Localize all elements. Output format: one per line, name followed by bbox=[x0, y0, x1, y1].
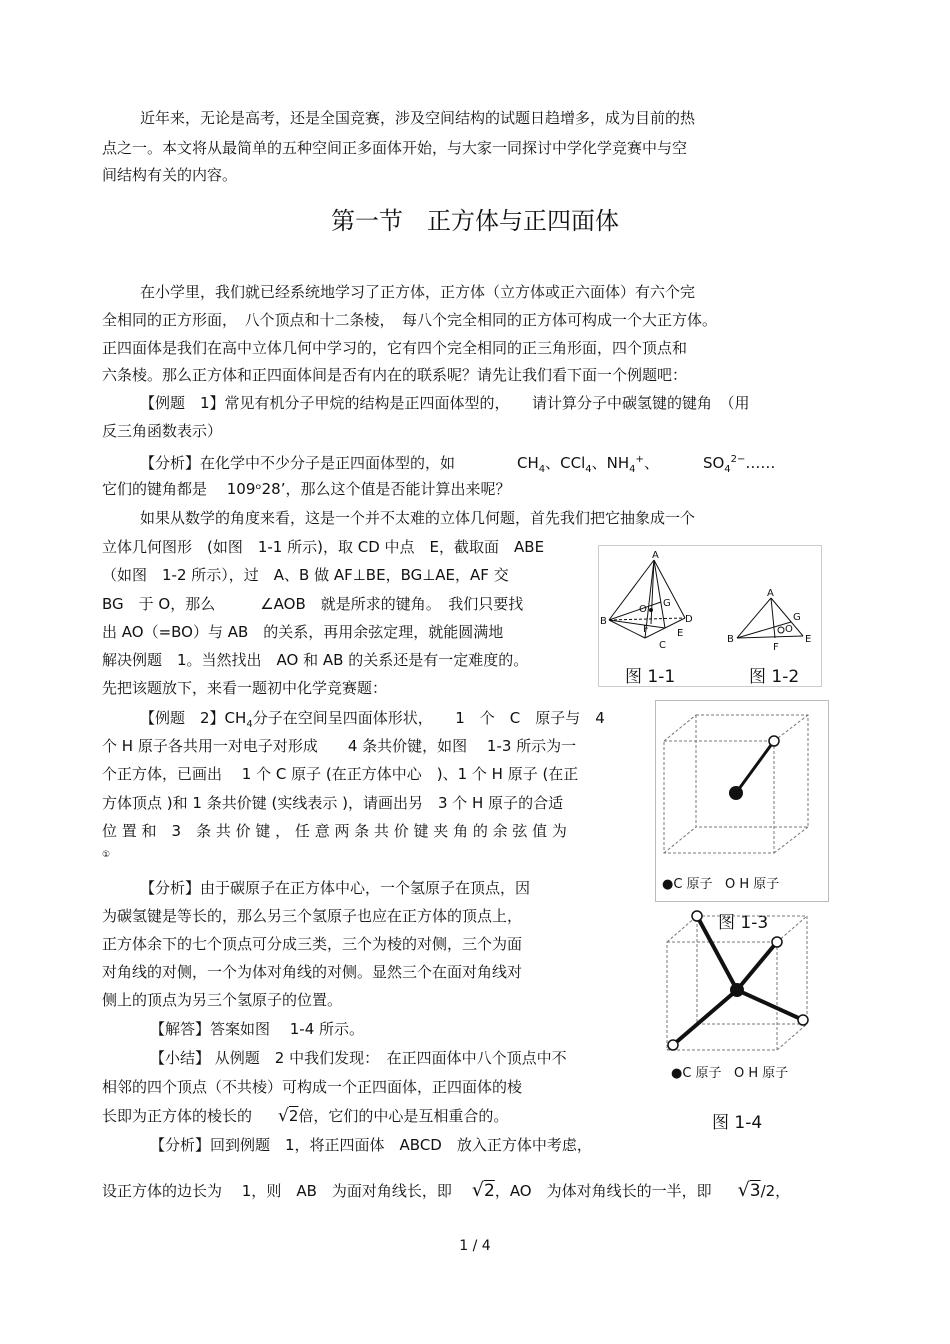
fig12-label-g: G bbox=[793, 612, 801, 623]
fig14-caption: 图 1-4 bbox=[712, 1113, 763, 1133]
analysis1-lead: 【分析】在化学中不少分子是正四面体型的，如 bbox=[140, 454, 456, 472]
para1-line-1: 在小学里，我们就已经系统地学习了正方体，正方体（立方体或正六面体）有六个完 bbox=[140, 283, 696, 301]
fig11-label-e: E bbox=[677, 628, 684, 639]
fig12-label-a: A bbox=[767, 588, 774, 599]
formula-so4: $SO_4^{2-}$ bbox=[702, 454, 746, 475]
page-number: 1 / 4 bbox=[459, 1238, 491, 1254]
fig12-label-e: E bbox=[805, 634, 812, 645]
figure-1-4-drawing bbox=[655, 902, 820, 1062]
ex1-line-1: 【例题 1】常见有机分子甲烷的结构是正四面体型的， 请计算分子中碳氢键的键角 （用 bbox=[140, 394, 750, 412]
para2-line-4: BG 于 O，那么 ∠AOB 就是所求的键角。 我们只要找 bbox=[102, 595, 524, 613]
para2-line-3: （如图 1-2 所示），过 A、B 做 AF⊥BE，BG⊥AE，AF 交 bbox=[102, 566, 509, 584]
figure-1-4 bbox=[655, 902, 820, 1087]
fig12-label-b: B bbox=[727, 634, 734, 645]
para2-line-2: 立体几何图形 (如图 1-1 所示)，取 CD 中点 E，截取面 ABE bbox=[102, 538, 545, 556]
para1-line-4: 六条棱。那么正方体和正四面体间是否有内在的联系呢？请先让我们看下面一个例题吧： bbox=[102, 366, 688, 384]
fig12-caption: 图 1-2 bbox=[749, 667, 800, 687]
figure-1-3-drawing bbox=[656, 701, 828, 871]
intro-line-3: 间结构有关的内容。 bbox=[102, 166, 238, 184]
hydrogen-circle-icon: O bbox=[733, 1066, 745, 1081]
para2-line-5: 出 AO（=BO）与 AB 的关系，再用余弦定理，就能圆满地 bbox=[102, 623, 504, 641]
fig12-label-o: O bbox=[785, 624, 793, 635]
ex1-line-2: 反三角函数表示） bbox=[102, 422, 223, 440]
ex2-line-5: 位 置 和 3 条 共 价 键 ， 任 意 两 条 共 价 键 夹 角 的 余 弦 值 为 bbox=[102, 822, 567, 840]
fig11-label-g: G bbox=[663, 598, 671, 609]
section-title: 第一节 正方体与正四面体 bbox=[331, 207, 619, 235]
fig11-label-o: O bbox=[639, 604, 647, 615]
fig13-legend: ●C 原子 O H 原子 bbox=[662, 877, 780, 892]
sqrt2-icon: √ bbox=[471, 1179, 484, 1201]
fig11-label-d: D bbox=[685, 614, 693, 625]
figure-1-3 bbox=[655, 700, 829, 902]
ex2-line-1: 【例题 2】$CH_4$分子在空间呈四面体形状， 1 个 C 原子与 4 bbox=[140, 709, 605, 730]
ex2-line-2: 个 H 原子各共用一对电子对形成 4 条共价键，如图 1-3 所示为一 bbox=[102, 737, 577, 755]
analysis2-line-5: 侧上的顶点为另三个氢原子的位置。 bbox=[102, 991, 343, 1009]
figure-1-2-drawing bbox=[719, 546, 819, 656]
carbon-dot-icon: ● bbox=[671, 1066, 683, 1081]
summary-line-2: 相邻的四个顶点（不共棱）可构成一个正四面体，正四面体的棱 bbox=[102, 1078, 523, 1096]
fig11-label-b: B bbox=[600, 616, 607, 627]
analysis3-line: 【分析】回到例题 1，将正四面体 ABCD 放入正方体中考虑， bbox=[150, 1136, 592, 1154]
formula-ccl4: 、CCl$_4$ bbox=[545, 454, 592, 475]
analysis2-line-2: 为碳氢键是等长的，那么另三个氢原子也应在正方体的顶点上， bbox=[102, 907, 523, 925]
fig11-caption: 图 1-1 bbox=[625, 667, 676, 687]
fig12-label-f: F bbox=[773, 642, 779, 653]
answer-line: 【解答】答案如图 1-4 所示。 bbox=[150, 1020, 365, 1038]
sqrt3-icon: √ bbox=[737, 1179, 750, 1201]
hydrogen-circle-icon: O bbox=[724, 877, 736, 892]
para1-line-3: 正四面体是我们在高中立体几何中学习的，它有四个完全相同的正三角形面，四个顶点和 bbox=[102, 339, 688, 357]
last-line: 设正方体的边长为 1，则 AB 为面对角线长，即 √2，AO 为体对角线长的一半，即 √3/2， bbox=[102, 1179, 791, 1201]
analysis1-line-1 bbox=[140, 450, 775, 480]
fig13-caption: 图 1-3 bbox=[718, 913, 769, 933]
ex2-footnote-mark: ① bbox=[102, 850, 111, 860]
fig11-label-f: F bbox=[643, 624, 649, 635]
summary-line-1: 【小结】 从例题 2 中我们发现： 在正四面体中八个顶点中不 bbox=[150, 1049, 567, 1067]
para1-line-2: 全相同的正方形面， 八个顶点和十二条棱， 每八个完全相同的正方体可构成一个大正方体。 bbox=[102, 311, 718, 329]
analysis2-line-4: 对角线的对侧，一个为体对角线的对侧。显然三个在面对角线对 bbox=[102, 963, 523, 981]
analysis2-line-3: 正方体余下的七个顶点可分成三类，三个为棱的对侧，三个为面 bbox=[102, 935, 523, 953]
ex2-line-3: 个正方体，已画出 1 个 C 原子 (在正方体中心 )、1 个 H 原子 (在正 bbox=[102, 765, 579, 783]
fig14-legend: ●C 原子 O H 原子 bbox=[671, 1066, 789, 1081]
analysis2-line-1: 【分析】由于碳原子在正方体中心，一个氢原子在顶点，因 bbox=[140, 879, 531, 897]
formula-ch4: $CH_4$ bbox=[517, 454, 546, 475]
para2-line-7: 先把该题放下，来看一题初中化学竞赛题： bbox=[102, 679, 388, 697]
sqrt2-icon: √ bbox=[278, 1106, 289, 1126]
ellipsis: …… bbox=[745, 454, 776, 472]
intro-line-2: 点之一。本文将从最简单的五种空间正多面体开始，与大家一同探讨中学化学竞赛中与空 bbox=[102, 139, 688, 157]
fig11-label-a: A bbox=[652, 550, 659, 561]
para2-line-6: 解决例题 1。当然找出 AO 和 AB 的关系还是有一定难度的。 bbox=[102, 651, 529, 669]
formula-nh4: 、$NH_4^+$ bbox=[591, 454, 644, 475]
intro-line-1: 近年来，无论是高考，还是全国竞赛，涉及空间结构的试题日趋增多，成为目前的热 bbox=[140, 109, 696, 127]
fig11-label-c: C bbox=[659, 640, 666, 651]
summary-line-3: 长即为正方体的棱长的 √2倍，它们的中心是互相重合的。 bbox=[102, 1106, 509, 1126]
para2-line-1: 如果从数学的角度来看，这是一个并不太难的立体几何题，首先我们把它抽象成一个 bbox=[140, 509, 696, 527]
analysis1-line-2: 它们的键角都是 109ᵒ28’，那么这个值是否能计算出来呢？ bbox=[102, 480, 511, 498]
figure-1-1-and-1-2 bbox=[598, 545, 822, 687]
carbon-dot-icon: ● bbox=[662, 877, 674, 892]
ex2-line-4: 方体顶点 )和 1 条共价键 (实线表示 )，请画出另 3 个 H 原子的合适 bbox=[102, 794, 564, 812]
separator: 、 bbox=[643, 454, 659, 472]
